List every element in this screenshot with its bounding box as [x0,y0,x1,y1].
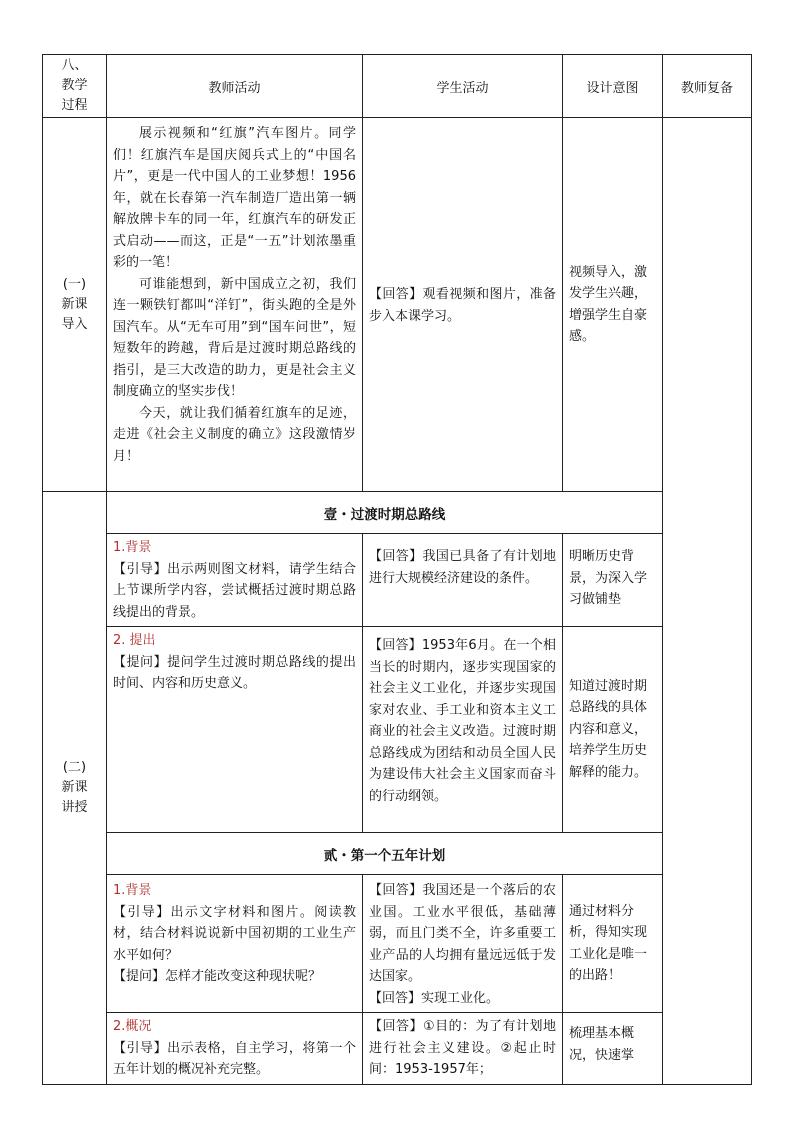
lecture-stage [43,492,107,1085]
stage-header [43,55,107,118]
s1-proposal-row [43,627,752,833]
s2-background-row [43,875,752,1013]
s1-proposal-intent [563,627,663,833]
teacher-text: 【提问】提问学生过渡时期总路线的提出时间、内容和历史意义。 [113,654,356,691]
section1-title: 壹・过渡时期总路线 [107,492,663,534]
intro-paragraph: 可谁能想到，新中国成立之初，我们连一颗铁钉都叫“洋钉”，街头跑的全是外国汽车。从“无车可用”到“国车问世”，短短数年的跨越，背后是过渡时期总路线的指引，是三大改造的助力，更是社会主义制度确立的坚实步伐！ [113,276,356,399]
intro-teacher-activity [107,118,363,492]
intro-design-intent [563,118,663,492]
intro-row [43,118,752,492]
teacher-text: 【引导】出示表格，自主学习，将第一个五年计划的概况补充完整。 [113,1040,356,1077]
intent-text: 梳理基本概况，快速掌 [569,1026,635,1063]
stage-line: 新课 [61,296,88,312]
stage-header-line: 八、 [61,58,88,73]
intro-paragraph: 展示视频和“红旗”汽车图片。同学们！红旗汽车是国庆阅兵式上的“中国名片”，更是一代中国人的工业梦想！1956年，就在长春第一汽车制造厂造出第一辆解放牌卡车的同一年，红旗汽车的研发正式启动——而这，正是“一五”计划浓墨重彩的一笔！ [113,126,356,270]
intro-stage [43,118,107,492]
intro-student-activity [363,118,563,492]
intent-text: 通过材料分析，得知实现工业化是唯一的出路！ [569,903,648,983]
s1-background-row [43,534,752,627]
intro-intent-text: 视频导入，激发学生兴趣，增强学生自豪感。 [569,264,648,344]
s2-overview-row [43,1013,752,1085]
subsection-label: 1.背景 [113,883,152,898]
teacher-text: 【引导】出示两则图文材料，请学生结合上节课所学内容，尝试概括过渡时期总路线提出的背景。 [113,561,356,620]
s2-overview-intent [563,1013,663,1085]
teacher-text: 【提问】怎样才能改变这种现状呢？ [113,969,322,984]
student-text: 【回答】1953年6月。在一个相当长的时期内，逐步实现国家的社会主义工业化，并逐步实现国家对农业、手工业和资本主义工商业的社会主义改造。过渡时期总路线成为团结和动员全国人民为建设伟大社会主义国家而奋斗的行动纲领。 [369,638,556,804]
section1-title-row [43,492,752,534]
s1-proposal-student [363,627,563,833]
s1-background-student [363,534,563,627]
intent-text: 明晰历史背景，为深入学习做铺垫 [569,549,648,607]
intent-text: 知道过渡时期总路线的具体内容和意义，培养学生历史解释的能力。 [569,678,648,780]
section2-title-row [43,833,752,875]
student-text: 【回答】我国已具备了有计划地进行大规模经济建设的条件。 [369,549,556,586]
s2-overview-teacher [107,1013,363,1085]
intro-student-text: 【回答】观看视频和图片，准备步入本课学习。 [369,287,556,324]
subsection-label: 2. 提出 [113,633,156,648]
s2-overview-student [363,1013,563,1085]
s2-background-teacher [107,875,363,1013]
teacher-prep-header: 教师复备 [663,55,752,118]
s1-proposal-teacher [107,627,363,833]
s1-background-intent [563,534,663,627]
subsection-label: 2.概况 [113,1019,152,1034]
subsection-label: 1.背景 [113,540,152,555]
stage-header-line: 过程 [61,98,88,113]
stage-line: (二) [62,759,87,775]
stage-line: 讲授 [61,799,88,815]
design-intent-header: 设计意图 [563,55,663,118]
intro-paragraph: 今天，就让我们循着红旗车的足迹，走进《社会主义制度的确立》这段激情岁月！ [113,405,356,464]
student-text: 【回答】实现工业化。 [369,990,500,1006]
stage-line: 导入 [61,316,88,332]
stage-line: (一) [62,276,87,292]
s2-background-intent [563,875,663,1013]
teacher-text: 【引导】出示文字材料和图片。阅读教材，结合材料说说新中国初期的工业生产水平如何？ [113,904,356,963]
student-text: 【回答】①目的：为了有计划地进行社会主义建设。②起止时间：1953-1957年； [369,1019,556,1077]
stage-line: 新课 [61,779,88,795]
lesson-plan-table [42,54,752,1085]
section2-title: 贰・第一个五年计划 [107,833,663,875]
student-text: 【回答】我国还是一个落后的农业国。工业水平很低，基础薄弱，而且门类不全，许多重要工业产品的人均拥有量远远低于发达国家。 [369,883,556,984]
student-activity-header: 学生活动 [363,55,563,118]
teacher-prep-column [663,118,752,1085]
stage-header-line: 教学 [61,78,88,93]
s1-background-teacher [107,534,363,627]
s2-background-student [363,875,563,1013]
header-row [43,55,752,118]
teacher-activity-header: 教师活动 [107,55,363,118]
